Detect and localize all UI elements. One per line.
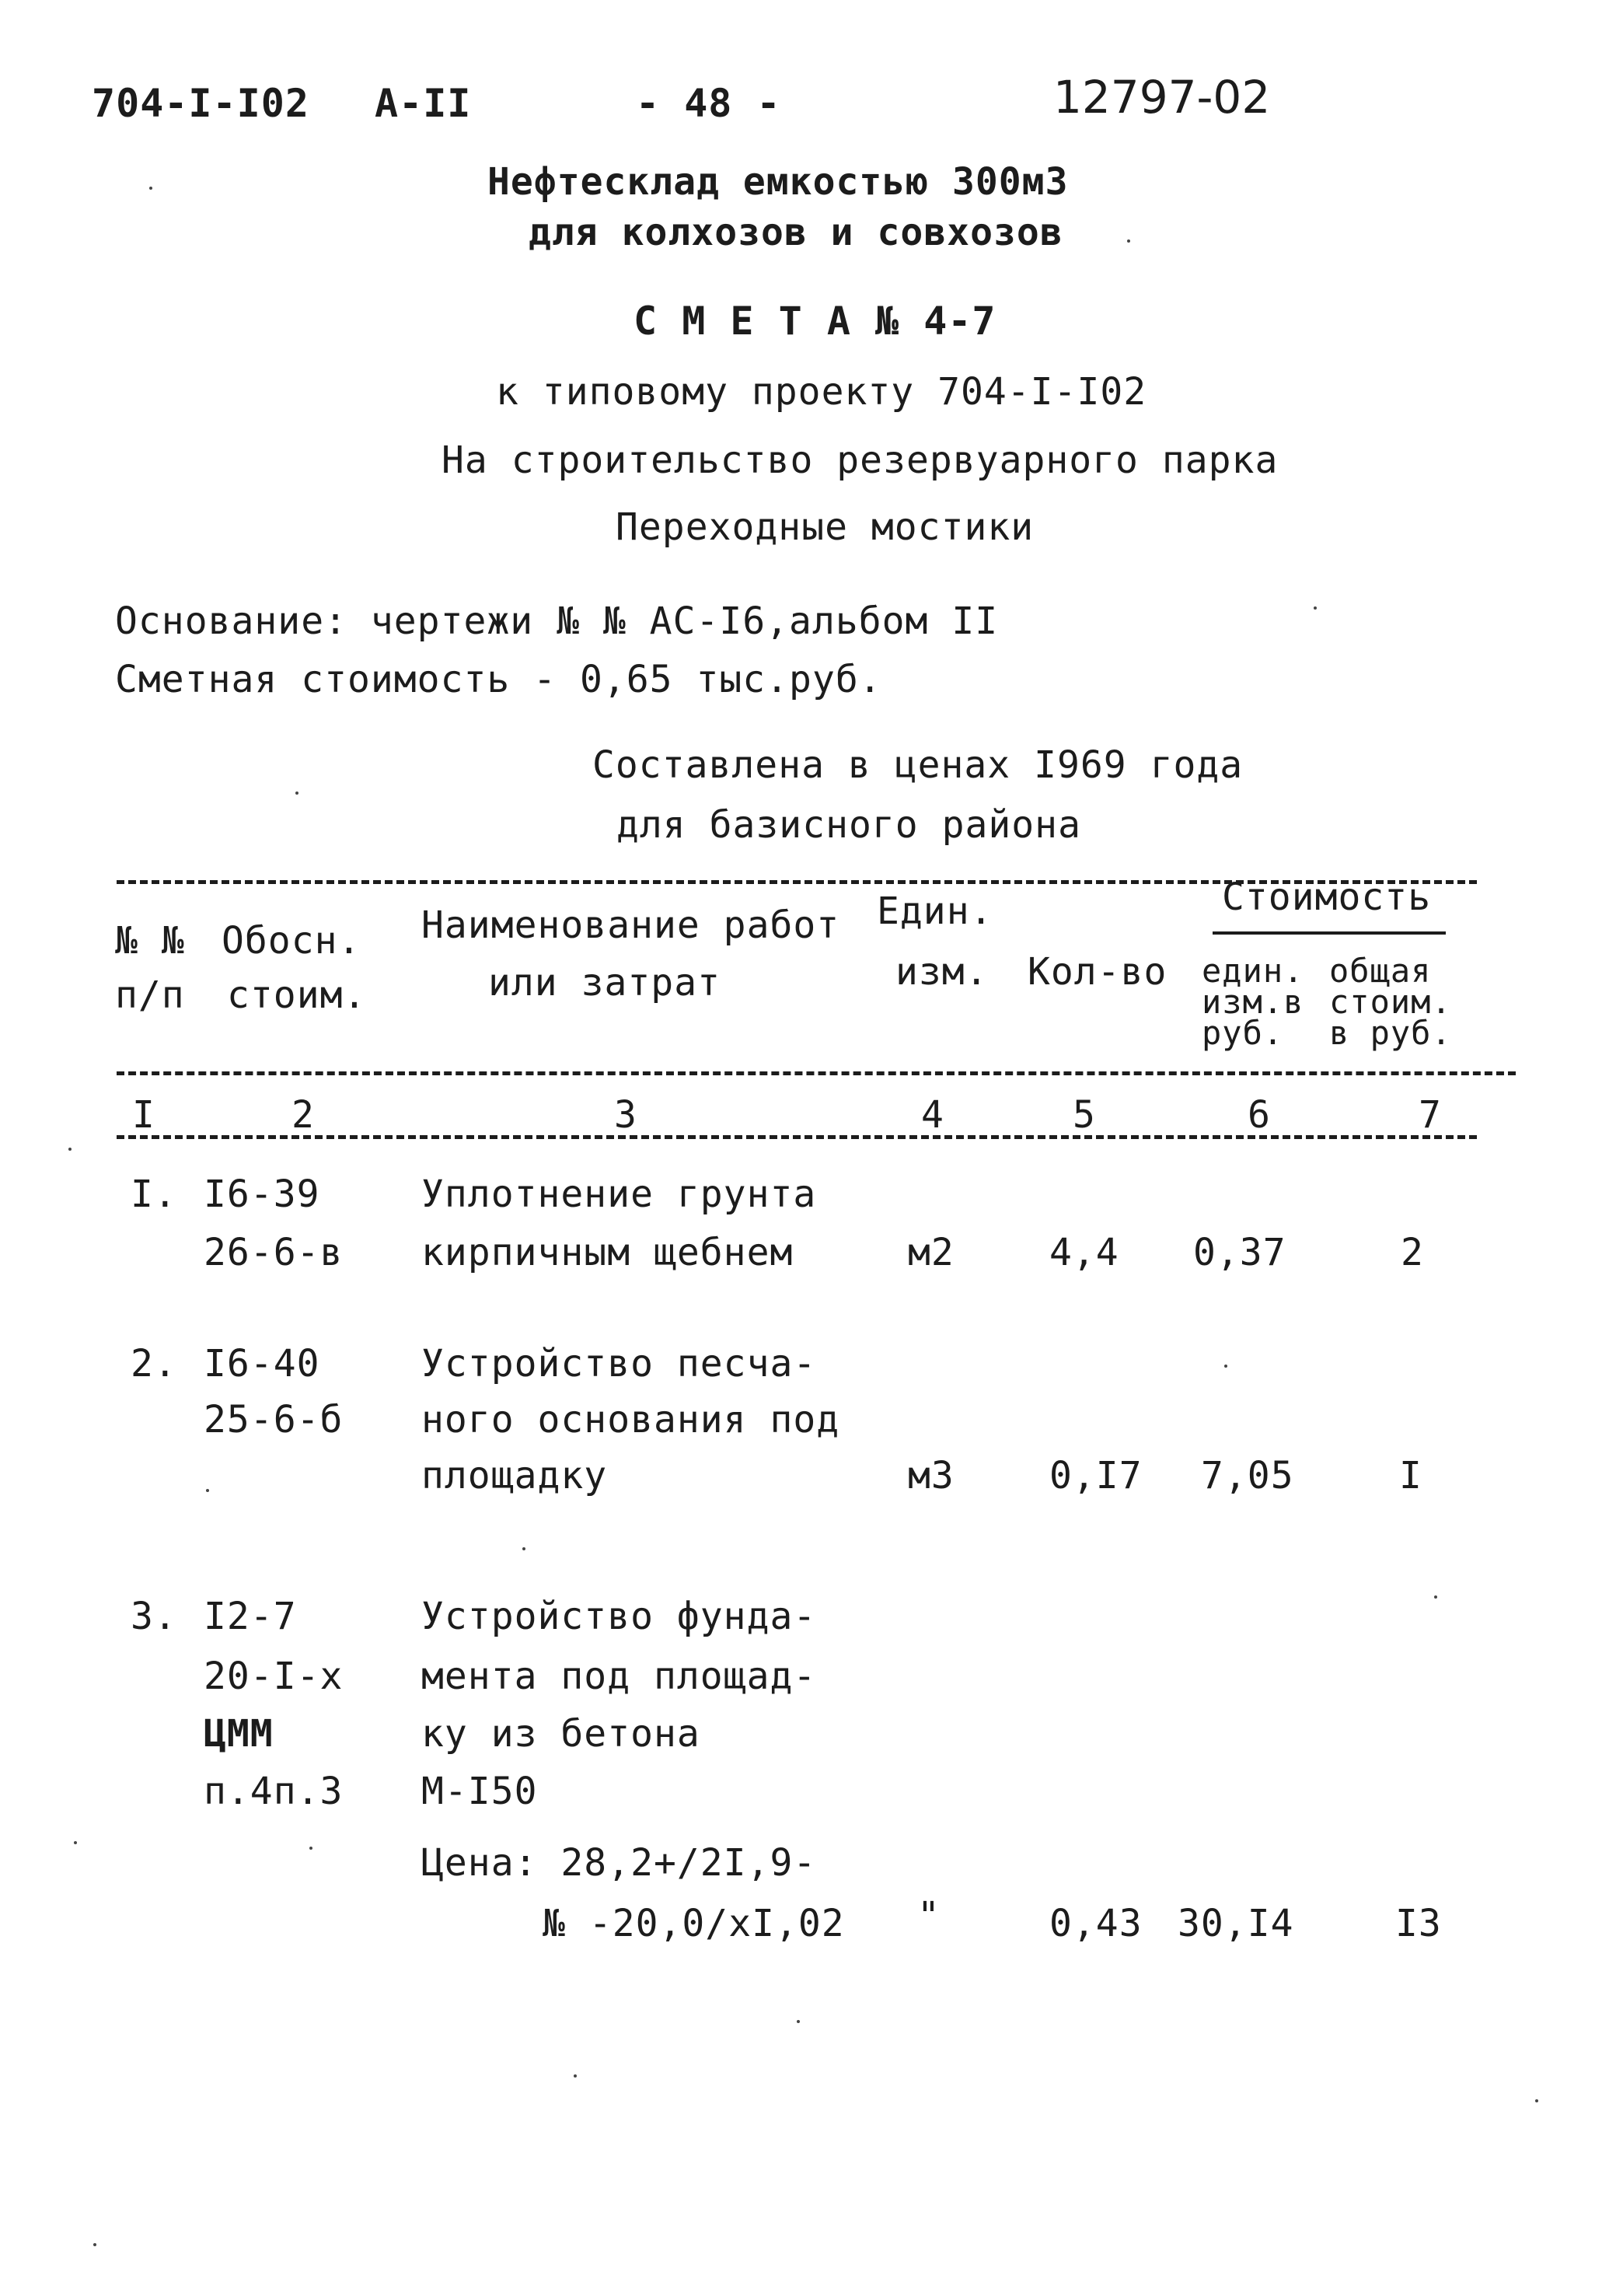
scan-speck — [1224, 1365, 1227, 1368]
row-basis-line: ЦММ — [204, 1712, 274, 1756]
scan-speck — [93, 2243, 96, 2246]
header-total-line3: в руб. — [1329, 1014, 1452, 1052]
column-number-6: 6 — [1248, 1093, 1271, 1137]
scan-speck — [1434, 1595, 1437, 1599]
object-name: Переходные мостики — [616, 505, 1035, 549]
estimate-title: С М Е Т А № 4-7 — [633, 299, 996, 344]
header-unit-cost-line1: един. — [1202, 952, 1304, 990]
row-basis-line: I2-7 — [204, 1595, 297, 1638]
construction-purpose: На строительство резервуарного парка — [442, 439, 1279, 482]
row-unit: м3 — [908, 1454, 955, 1497]
scan-speck — [309, 1847, 312, 1850]
scan-speck — [1535, 2099, 1538, 2102]
row-total: I3 — [1395, 1902, 1442, 1945]
scan-speck — [206, 1489, 209, 1492]
header-unit-line2: изм. — [895, 950, 989, 994]
project-reference: к типовому проекту 704-I-I02 — [496, 370, 1147, 414]
row-name-line: Уплотнение грунта — [421, 1172, 817, 1216]
row-unit-cost: 30,I4 — [1178, 1902, 1294, 1945]
header-bottom-rule — [117, 1071, 1516, 1075]
row-quantity: 0,43 — [1049, 1902, 1143, 1945]
scan-speck — [74, 1841, 77, 1844]
header-quantity: Кол-во — [1028, 950, 1167, 994]
row-basis-line: 25-6-б — [204, 1398, 344, 1442]
scan-speck — [522, 1547, 525, 1550]
row-total: 2 — [1401, 1231, 1424, 1274]
row-name-line: Устройство фунда- — [421, 1595, 817, 1638]
album-label: А-II — [375, 81, 472, 126]
row-price-line: № -20,0/хI,02 — [543, 1902, 845, 1945]
header-basis-line2: стоим. — [227, 973, 367, 1017]
row-unit: " — [917, 1894, 941, 1938]
row-number: I. — [131, 1172, 177, 1216]
basis-drawings: Основание: чертежи № № АС-I6,альбом II — [115, 599, 999, 643]
row-price-line: Цена: 28,2+/2I,9- — [421, 1841, 817, 1885]
header-unit-cost-line3: руб. — [1202, 1014, 1284, 1052]
row-name-line: площадку — [421, 1454, 608, 1497]
scan-speck — [1127, 239, 1130, 243]
header-basis-line1: Обосн. — [222, 919, 361, 963]
column-number-1: I — [132, 1093, 155, 1137]
row-name-line: М-I50 — [421, 1770, 538, 1813]
row-unit-cost: 7,05 — [1201, 1454, 1294, 1497]
scan-speck — [574, 2074, 577, 2078]
title-line2: для колхозов и совхозов — [529, 211, 1063, 254]
scan-speck — [1314, 606, 1317, 610]
column-number-3: 3 — [614, 1093, 637, 1137]
project-code: 704-I-I02 — [92, 81, 309, 126]
row-quantity: 4,4 — [1049, 1231, 1119, 1274]
row-basis-line: 26-6-в — [204, 1231, 344, 1274]
row-basis-line: 20-I-х — [204, 1655, 344, 1698]
header-unit-cost-line2: изм.в — [1202, 983, 1304, 1021]
header-unit-line1: Един. — [877, 889, 993, 933]
row-total: I — [1399, 1454, 1422, 1497]
page-number: - 48 - — [636, 81, 781, 126]
row-name-line: мента под площад- — [421, 1655, 817, 1698]
pricing-line1: Составлена в ценах I969 года — [592, 743, 1244, 787]
header-num-line2: п/п — [115, 973, 185, 1017]
row-name-line: Устройство песча- — [421, 1342, 817, 1386]
row-basis-line: I6-39 — [204, 1172, 320, 1216]
row-number: 3. — [131, 1595, 177, 1638]
title-line1: Нефтесклад емкостью 300м3 — [487, 160, 1069, 204]
column-number-5: 5 — [1073, 1093, 1096, 1137]
inventory-number: 12797-02 — [1053, 71, 1271, 124]
header-total-line2: стоим. — [1329, 983, 1452, 1021]
column-numbers-rule — [117, 1135, 1477, 1139]
row-unit: м2 — [908, 1231, 955, 1274]
row-name-line: кирпичным щебнем — [421, 1231, 794, 1274]
row-unit-cost: 0,37 — [1193, 1231, 1286, 1274]
row-basis-line: п.4п.3 — [204, 1770, 344, 1813]
row-quantity: 0,I7 — [1049, 1454, 1143, 1497]
row-basis-line: I6-40 — [204, 1342, 320, 1386]
header-name-line2: или затрат — [488, 961, 721, 1005]
scan-speck — [295, 792, 298, 795]
basis-cost: Сметная стоимость - 0,65 тыс.руб. — [115, 658, 882, 701]
row-name-line: ку из бетона — [421, 1712, 700, 1756]
header-name-line1: Наименование работ — [421, 903, 840, 947]
scan-speck — [149, 187, 152, 190]
scan-speck — [68, 1148, 72, 1151]
scan-speck — [797, 2020, 800, 2023]
column-number-2: 2 — [291, 1093, 315, 1137]
header-cost-group: Стоимость — [1222, 875, 1432, 919]
header-total-line1: общая — [1329, 952, 1432, 990]
header-num-line1: № № — [115, 919, 185, 963]
cost-group-underline — [1213, 931, 1446, 935]
row-name-line: ного основания под — [421, 1398, 840, 1442]
row-number: 2. — [131, 1342, 177, 1386]
column-number-4: 4 — [921, 1093, 944, 1137]
pricing-line2: для базисного района — [616, 803, 1081, 847]
column-number-7: 7 — [1419, 1093, 1442, 1137]
